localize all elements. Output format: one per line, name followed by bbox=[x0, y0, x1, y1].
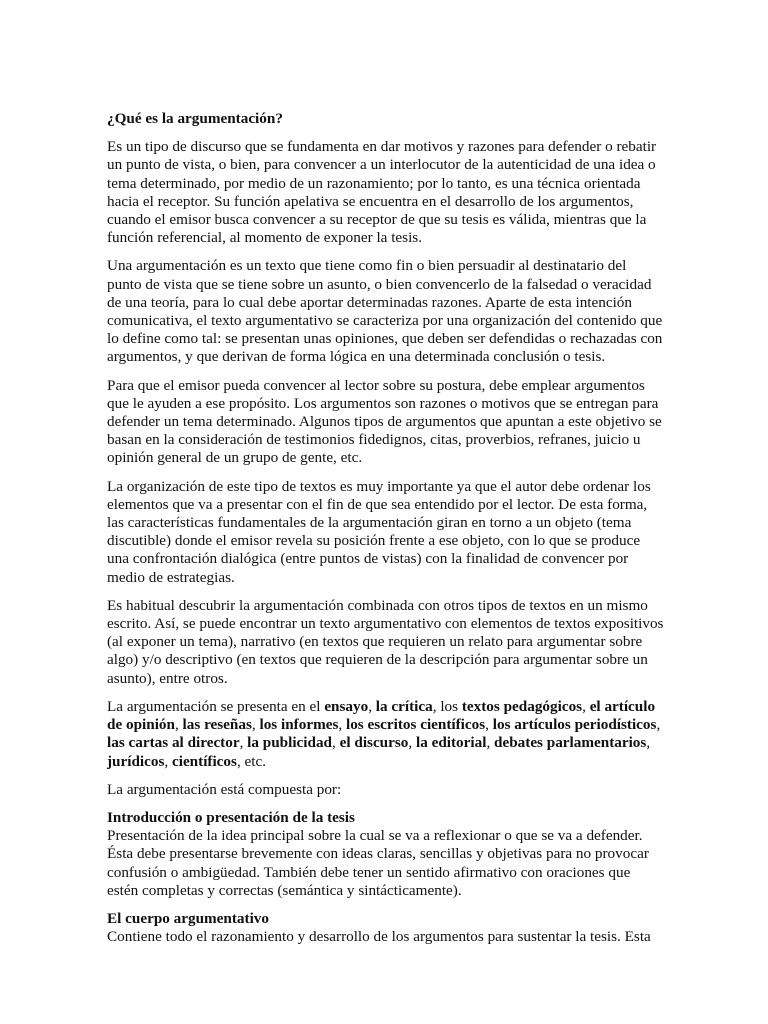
genre-text: , bbox=[251, 716, 260, 734]
genre-term: ensayo bbox=[324, 697, 369, 715]
genre-text: , bbox=[646, 734, 651, 752]
genre-term: los escritos científicos bbox=[345, 716, 486, 734]
genre-text: La argumentación se presenta en el bbox=[107, 697, 325, 715]
paragraph-composition-intro: La argumentación está compuesta por: bbox=[107, 780, 342, 798]
genre-text: , bbox=[164, 752, 172, 770]
section-title-thesis: Introducción o presentación de la tesis bbox=[107, 808, 355, 826]
genre-term: la publicidad bbox=[247, 734, 333, 752]
genre-term: las reseñas bbox=[182, 716, 252, 734]
section-text-body: Contiene todo el razonamiento y desarrollo de los argumentos para sustentar la tesis. Esta bbox=[107, 928, 651, 946]
section-thesis bbox=[107, 809, 664, 900]
genre-term: los artículos periodísticos bbox=[492, 716, 657, 734]
genre-text: , bbox=[338, 716, 346, 734]
section-text-thesis: Presentación de la idea principal sobre la cual se va a reflexionar o que se va a defender. Ésta debe presentarse brevemente con ideas claras, sencillas y objetivas para no provocar confusión o ambigüedad. También debe tener un sentido afirmativo con oraciones que estén completas y correctas (semántica y sintácticamente). bbox=[107, 827, 649, 899]
genre-term: la editorial bbox=[415, 734, 487, 752]
paragraph-purpose: Una argumentación es un texto que tiene como fin o bien persuadir al destinatario del punto de vista que se tiene sobre un asunto, o bien convencerlo de la falsedad o veracidad de una teoría, para lo cual debe aportar determinadas razones. Aparte de esta intención comunicativa, el texto argumentativo se caracteriza por una organización del contenido que lo define como tal: se presentan unas opiniones, que deben ser defendidas o rechazadas con argumentos, y que derivan de forma lógica en una determinada conclusión o tesis. bbox=[107, 257, 663, 366]
genre-term: las cartas al director bbox=[107, 734, 240, 752]
genre-text: , bbox=[239, 734, 248, 752]
genre-text: , bbox=[408, 734, 416, 752]
paragraph-genres bbox=[107, 698, 664, 771]
genre-text: , bbox=[174, 716, 183, 734]
genre-text: , bbox=[332, 734, 340, 752]
paragraph-organization: La organización de este tipo de textos es muy importante ya que el autor debe ordenar los elementos que va a presentar con el fin de que sea entendido por el lector. De esta forma, las características fundamentales de la argumentación giran en torno a un objeto (tema discutible) donde el emisor revela su posición frente a ese objeto, con lo que se produce una confrontación dialógica (entre puntos de vistas) con la finalidad de convencer por medio de estrategias. bbox=[107, 477, 651, 586]
genre-term: científicos bbox=[171, 752, 237, 770]
genre-term: el discurso bbox=[339, 734, 409, 752]
section-title-body: El cuerpo argumentativo bbox=[107, 909, 269, 927]
genre-text: , bbox=[485, 716, 493, 734]
genre-term: el artículo de opinión bbox=[107, 697, 656, 734]
genre-text: , etc. bbox=[236, 752, 267, 770]
paragraph-arguments: Para que el emisor pueda convencer al lector sobre su postura, debe emplear argumentos que le ayuden a ese propósito. Los argumentos son razones o motivos que se entregan para defender un tema determinado. Algunos tipos de argumentos que apuntan a este objetivo se basan en la consideración de testimonios fidedignos, citas, proverbios, refranes, juicio u opinión general de un grupo de gente, etc. bbox=[107, 376, 662, 467]
genre-text: , bbox=[368, 697, 376, 715]
genre-term: jurídicos bbox=[107, 752, 165, 770]
paragraph-definition: Es un tipo de discurso que se fundamenta en dar motivos y razones para defender o rebatir un punto de vista, o bien, para convencer a un interlocutor de la autenticidad de una idea o tema determinado, por medio de un razonamiento; por lo tanto, es una técnica orientada hacia el receptor. Su función apelativa se encuentra en el desarrollo de los argumentos, cuando el emisor busca convencer a su receptor de que su tesis es válida, mientras que la función referencial, al momento de exponer la tesis. bbox=[107, 138, 657, 247]
genre-text: , bbox=[486, 734, 495, 752]
paragraph-combination: Es habitual descubrir la argumentación combinada con otros tipos de textos en un mismo escrito. Así, se puede encontrar un texto argumentativo con elementos de textos expositivos (al exponer un tema), narrativo (en textos que requieren un relato para argumentar sobre algo) y/o descriptivo (en textos que requieren de la descripción para argumentar sobre un asunto), entre otros. bbox=[107, 596, 664, 687]
genre-text: , bbox=[656, 716, 661, 734]
genre-term: debates parlamentarios bbox=[494, 734, 647, 752]
genre-text: , bbox=[582, 697, 590, 715]
document-title: ¿Qué es la argumentación? bbox=[107, 110, 283, 127]
genre-term: textos pedagógicos bbox=[461, 697, 583, 715]
genre-text: , los bbox=[432, 697, 462, 715]
genre-term: los informes bbox=[259, 716, 339, 734]
genre-term: la crítica bbox=[375, 697, 433, 715]
section-body bbox=[107, 910, 664, 946]
